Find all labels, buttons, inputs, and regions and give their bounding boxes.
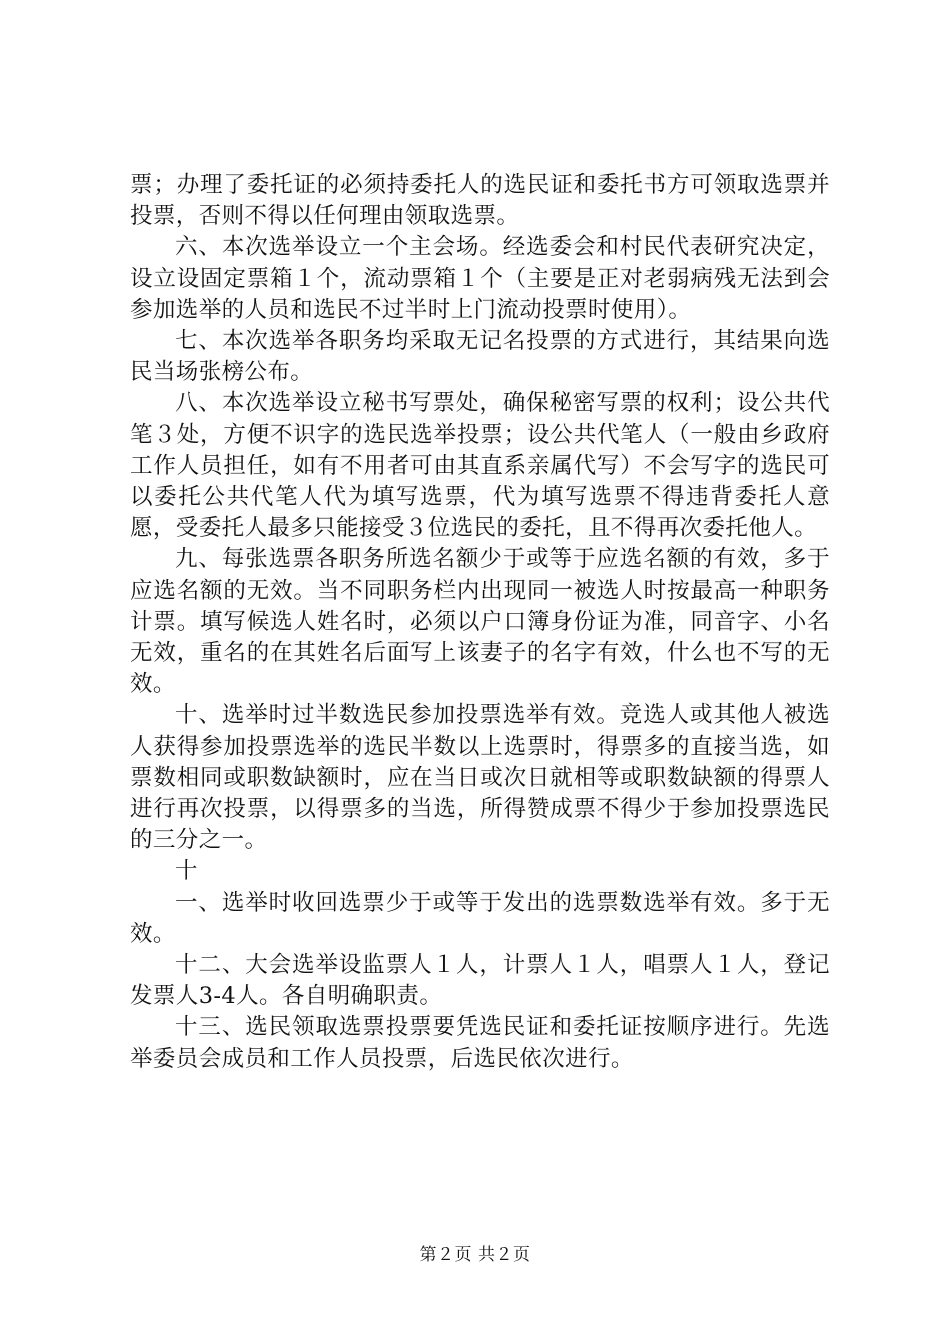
paragraph-item-13: 十三、选民领取选票投票要凭选民证和委托证按顺序进行。先选举委员会成员和工作人员投票，后选民依次进行。 bbox=[130, 1014, 830, 1072]
page-number-label: 第２页 共２页 bbox=[419, 1245, 531, 1265]
paragraph-item-8: 八、本次选举设立秘书写票处，确保秘密写票的权利；设公共代笔３处，方便不识字的选民选举投票；设公共代笔人（一般由乡政府工作人员担任，如有不用者可由其直系亲属代写）不会写字的选民可以委托公共代笔人代为填写选票，代为填写选票不得违背委托人意愿，受委托人最多只能接受３位选民的委托，且不得再次委托他人。 bbox=[130, 390, 830, 542]
paragraph-item-9: 九、每张选票各职务所选名额少于或等于应选名额的有效，多于应选名额的无效。当不同职务栏内出现同一被选人时按最高一种职务计票。填写候选人姓名时，必须以户口簿身份证为准，同音字、小名无效，重名的在其姓名后面写上该妻子的名字有效，什么也不写的无效。 bbox=[130, 546, 830, 698]
paragraph-item-7: 七、本次选举各职务均采取无记名投票的方式进行，其结果向选民当场张榜公布。 bbox=[130, 328, 830, 386]
paragraph-continuation: 票；办理了委托证的必须持委托人的选民证和委托书方可领取选票并投票，否则不得以任何理由领取选票。 bbox=[130, 172, 830, 230]
paragraph-item-10: 十、选举时过半数选民参加投票选举有效。竞选人或其他人被选人获得参加投票选举的选民半数以上选票时，得票多的直接当选，如票数相同或职数缺额时，应在当日或次日就相等或职数缺额的得票人进行再次投票，以得票多的当选，所得赞成票不得少于参加投票选民的三分之一。 bbox=[130, 702, 830, 854]
page-footer bbox=[0, 1240, 950, 1265]
paragraph-item-12: 十二、大会选举设监票人１人，计票人１人，唱票人１人，登记发票人3-4人。各自明确职责。 bbox=[130, 952, 830, 1010]
paragraph-item-11: 一、选举时收回选票少于或等于发出的选票数选举有效。多于无效。 bbox=[130, 889, 830, 947]
paragraph-item-6: 六、本次选举设立一个主会场。经选委会和村民代表研究决定，设立设固定票箱１个，流动票箱１个（主要是正对老弱病残无法到会参加选举的人员和选民不过半时上门流动投票时使用）。 bbox=[130, 234, 830, 323]
paragraph-item-11-prefix: 十 bbox=[175, 858, 198, 885]
document-body bbox=[130, 170, 830, 1075]
